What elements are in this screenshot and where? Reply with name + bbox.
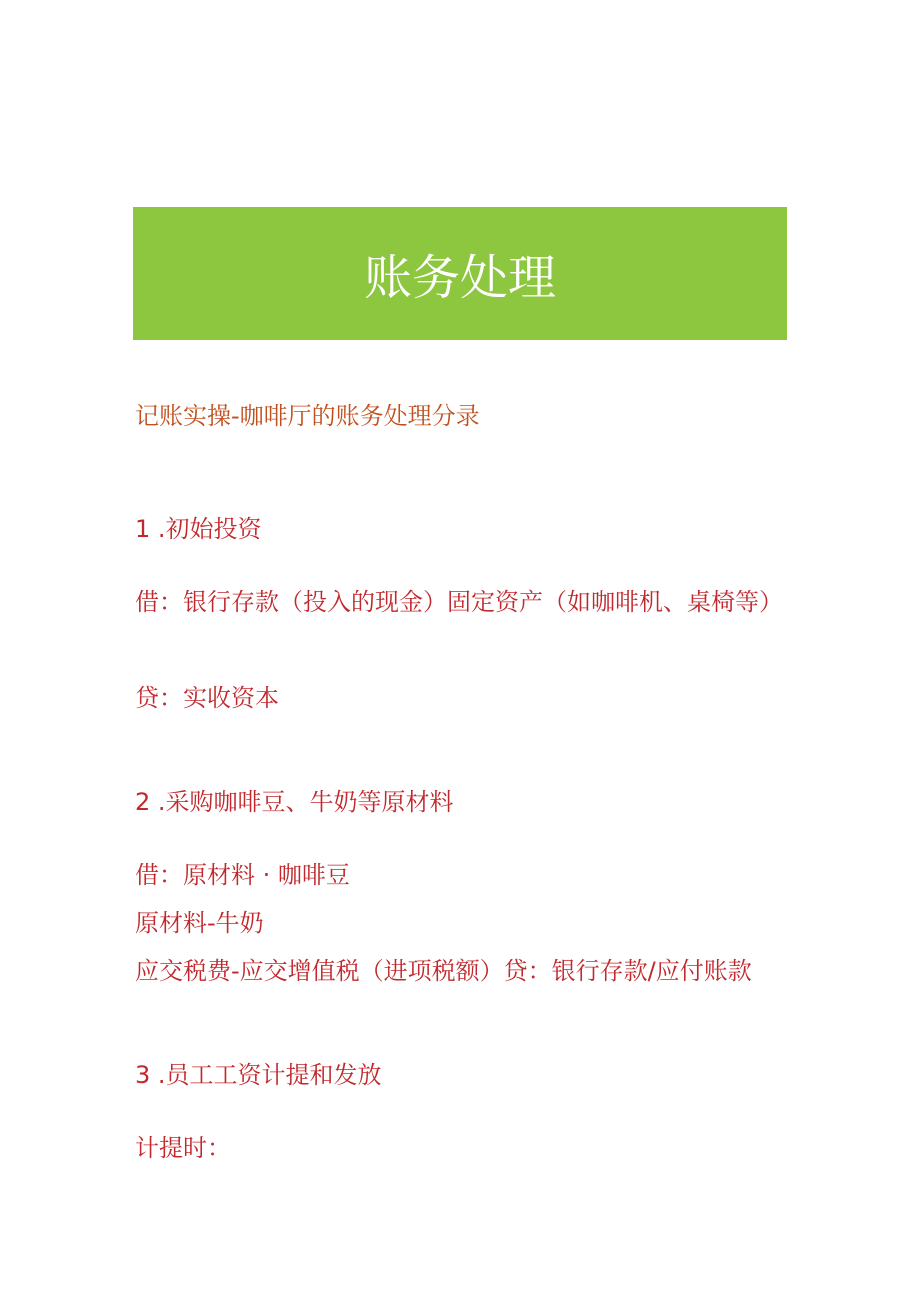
section-1-line-2: 贷：实收资本: [135, 684, 279, 712]
section-heading-3: 3 .员工工资计提和发放: [135, 1061, 382, 1089]
banner-title: 账务处理: [363, 250, 556, 306]
section-3-line-1: 计提时：: [135, 1134, 231, 1162]
section-heading-1: 1 .初始投资: [135, 515, 262, 543]
section-2-line-3: 应交税费-应交增值税（进项税额）贷：银行存款/应付账款: [135, 957, 752, 985]
title-banner: [133, 207, 787, 340]
document-subtitle: 记账实操-咖啡厅的账务处理分录: [135, 402, 480, 430]
section-heading-2: 2 .采购咖啡豆、牛奶等原材料: [135, 788, 454, 816]
section-2-line-2: 原材料-牛奶: [135, 909, 264, 937]
section-2-line-1: 借：原材料 · 咖啡豆: [135, 861, 350, 889]
section-1-line-1: 借：银行存款（投入的现金）固定资产（如咖啡机、桌椅等）: [135, 588, 783, 616]
